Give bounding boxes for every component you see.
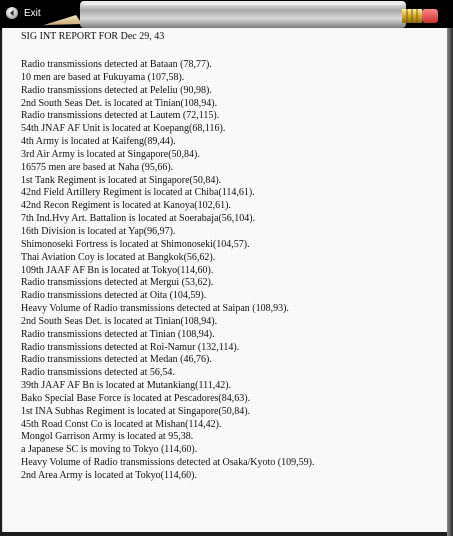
- exit-arrow-icon: [6, 7, 18, 19]
- report-line: Bako Special Base Force is located at Pescadores(84,63).: [21, 392, 251, 404]
- report-paper: [2, 28, 447, 532]
- report-line: 4th Army is located at Kaifeng(89,44).: [21, 136, 176, 148]
- report-line: 45th Road Const Co is located at Mishan(114,42).: [21, 418, 222, 430]
- report-line: Radio transmissions detected at Peleliu (90,98).: [21, 84, 212, 96]
- report-line: Radio transmissions detected at 56,54.: [21, 367, 175, 379]
- report-line: Thai Aviation Coy is located at Bangkok(56,62).: [21, 251, 216, 263]
- report-line: 1st Tank Regiment is located at Singapore(50,84).: [21, 174, 222, 186]
- report-line: Radio transmissions detected at Bataan (78,77).: [21, 59, 212, 70]
- report-line: 10 men are based at Fukuyama (107,58).: [21, 71, 185, 83]
- report-line: Radio transmissions detected at Oita (104,59).: [21, 290, 207, 302]
- pencil-image: [40, 0, 453, 30]
- report-line: Radio transmissions detected at Medan (46,76).: [21, 354, 212, 366]
- report-line: 42nd Recon Regiment is located at Kanoya(102,61).: [21, 200, 231, 212]
- report-line: 7th Ind.Hvy Art. Battalion is located at Soerabaja(56,104).: [21, 213, 256, 225]
- report-line: Mongol Garrison Army is located at 95,38.: [21, 431, 194, 443]
- report-line: Shimonoseki Fortress is located at Shimonoseki(104,57).: [21, 238, 250, 250]
- report-line: 2nd South Seas Det. is located at Tinian(108,94).: [21, 97, 218, 109]
- report-line: 109th JAAF AF Bn is located at Tokyo(114,60).: [21, 264, 214, 276]
- report-line: Radio transmissions detected at Mergui (53,62).: [21, 277, 214, 289]
- report-line: 16575 men are based at Naha (95,66).: [21, 161, 174, 173]
- report-line: 16th Division is located at Yap(96,97).: [21, 225, 176, 237]
- report-title: SIG INT REPORT FOR Dec 29, 43: [21, 31, 165, 42]
- report-line: Heavy Volume of Radio transmissions detected at Osaka/Kyoto (109,59).: [21, 457, 315, 469]
- report-line: 39th JAAF AF Bn is located at Mutankiang(111,42).: [21, 380, 232, 392]
- report-line: 1st INA Subhas Regiment is located at Singapore(50,84).: [21, 405, 251, 417]
- report-list: [21, 59, 314, 483]
- report-line: 42nd Field Artillery Regiment is located at Chiba(114,61).: [21, 187, 255, 199]
- report-line: 2nd Area Army is located at Tokyo(114,60).: [21, 470, 197, 481]
- report-line: Radio transmissions detected at Roi-Namur (132,114).: [21, 341, 240, 353]
- report-line: Radio transmissions detected at Lautem (72,115).: [21, 110, 220, 122]
- report-line: Radio transmissions detected at Tinian (108,94).: [21, 328, 215, 340]
- exit-label: Exit: [24, 7, 41, 19]
- top-bar: [0, 0, 453, 30]
- report-line: a Japanese SC is moving to Tokyo (114,60).: [21, 444, 198, 456]
- exit-button[interactable]: [6, 5, 41, 21]
- report-line: Heavy Volume of Radio transmissions detected at Saipan (108,93).: [21, 303, 289, 315]
- report-line: 54th JNAF AF Unit is located at Koepang(68,116).: [21, 123, 226, 135]
- report-line: 2nd South Seas Det. is located at Tinian(108,94).: [21, 315, 218, 327]
- paper-shadow: [447, 28, 453, 536]
- report-line: 3rd Air Army is located at Singapore(50,84).: [21, 148, 200, 160]
